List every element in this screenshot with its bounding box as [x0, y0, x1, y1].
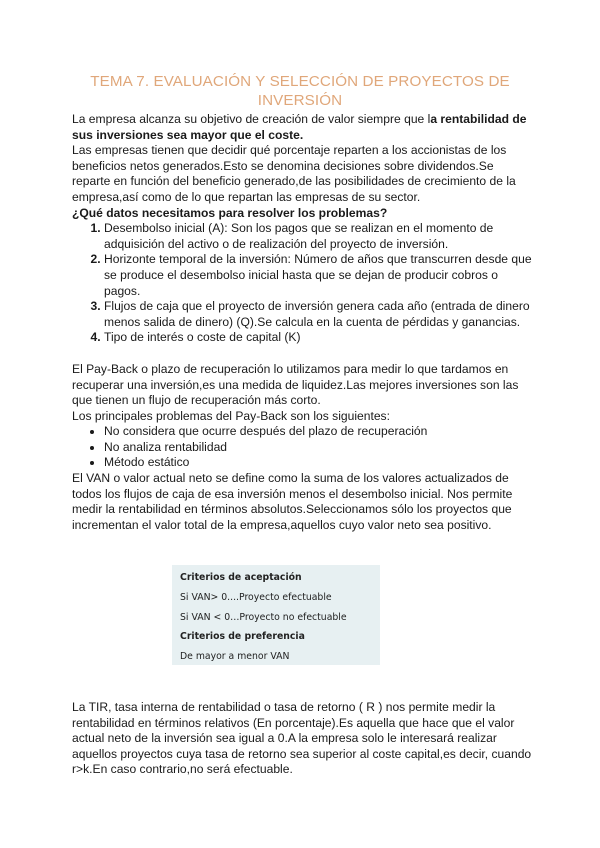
- list-item: • No analiza rentabilidad: [104, 440, 532, 456]
- list-item: 2. Horizonte temporal de la inversión: Número de años que transcurren desde que se produce el desembolso inicial hasta que se dejan de producir cobros o pagos.: [104, 252, 532, 299]
- criteria-line: De mayor a menor VAN: [180, 651, 290, 662]
- payback-problems-intro: Los principales problemas del Pay-Back son los siguientes:: [72, 408, 390, 423]
- list-item: 3. Flujos de caja que el proyecto de inversión genera cada año (entrada de dinero menos salida de dinero) (Q).Se calcula en la cuenta de pérdidas y ganancias.: [104, 299, 532, 330]
- intro-paragraph: [72, 112, 532, 143]
- data-question: ¿Qué datos necesitamos para resolver los problemas?: [72, 205, 388, 220]
- criteria-box: [172, 565, 380, 665]
- van-paragraph: El VAN o valor actual neto se define como la suma de los valores actualizados de todos los flujos de caja de esa inversión menos el desembolso inicial. Nos permite medir la rentabilidad en términos absolutos.Seleccionamos sólo los proyectos que incrementan el valor total de la empresa,aquellos cuyo valor neto sea positivo.: [72, 471, 513, 532]
- list-item: • Método estático: [104, 455, 532, 471]
- acceptance-criteria-heading: Criterios de aceptación: [180, 572, 302, 583]
- payback-paragraph: El Pay-Back o plazo de recuperación lo utilizamos para medir lo que tardamos en recuperar una inversión,es una medida de liquidez.Las mejores inversiones son las que tienen un flujo de recuperación más corto.: [72, 361, 519, 408]
- list-item: 4. Tipo de interés o coste de capital (K): [104, 330, 532, 346]
- list-item: 1. Desembolso inicial (A): Son los pagos que se realizan en el momento de adquisición del activo o de realización del proyecto de inversión.: [104, 221, 532, 252]
- tir-paragraph: La TIR, tasa interna de rentabilidad o tasa de retorno ( R ) nos permite medir la rentabilidad en términos relativos (En porcentaje).Es aquella que hace que el valor actual neto de la inversión sea igual a 0.A la empresa solo le interesará realizar aquellos proyectos cuya tasa de retorno sea superior al coste capital,es decir, cuando r>k.En caso contrario,no será efectuable.: [72, 700, 532, 777]
- intro-text: La empresa alcanza su objetivo de creación de valor siempre que l: [72, 112, 431, 126]
- payback-problems-list: [72, 424, 532, 471]
- document-title: TEMA 7. EVALUACIÓN Y SELECCIÓN DE PROYECTOS DE INVERSIÓN: [90, 73, 510, 109]
- tir-section: [72, 688, 532, 790]
- preference-criteria-heading: Criterios de preferencia: [180, 631, 305, 642]
- intro-bold-text: a rentabilidad de sus inversiones sea mayor que el coste.: [72, 112, 527, 142]
- criteria-line: Si VAN < 0…Proyecto no efectuable: [180, 612, 347, 623]
- dividends-paragraph: Las empresas tienen que decidir qué porcentaje reparten a los accionistas de los beneficios netos generados.Esto se denomina decisiones sobre dividendos.Se reparte en función del beneficio generado,de las posibilidades de crecimiento de la empresa,así como de lo que repartan las empresas de su sector.: [72, 143, 516, 204]
- list-item: • No considera que ocurre después del plazo de recuperación: [104, 424, 532, 440]
- data-list: [72, 221, 532, 346]
- main-content: [72, 112, 532, 533]
- criteria-line: Si VAN> 0....Proyecto efectuable: [180, 592, 332, 603]
